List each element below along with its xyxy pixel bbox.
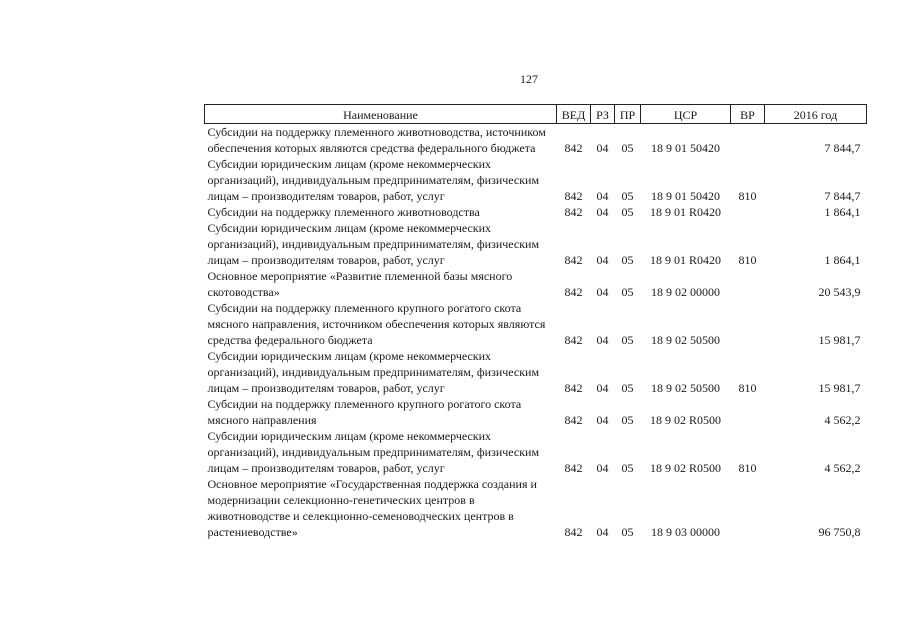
table-row bbox=[205, 428, 867, 476]
cell-pr: 05 bbox=[621, 333, 634, 347]
cell-pr: 05 bbox=[621, 381, 634, 395]
table-row bbox=[205, 204, 867, 220]
header-ved: ВЕД bbox=[557, 105, 591, 124]
cell-rz: 04 bbox=[596, 525, 609, 539]
cell-csr: 18 9 02 R0500 bbox=[649, 461, 721, 475]
header-rz: РЗ bbox=[591, 105, 615, 124]
cell-sum: 4 562,2 bbox=[824, 461, 861, 475]
table-row bbox=[205, 348, 867, 396]
table-body bbox=[205, 124, 867, 541]
cell-name: Субсидии на поддержку племенного крупного рогатого скота мясного направления bbox=[207, 397, 522, 427]
cell-pr: 05 bbox=[621, 205, 634, 219]
cell-ved: 842 bbox=[564, 189, 583, 203]
cell-sum: 15 981,7 bbox=[818, 381, 861, 395]
cell-pr: 05 bbox=[621, 413, 634, 427]
cell-ved: 842 bbox=[564, 205, 583, 219]
cell-csr: 18 9 03 00000 bbox=[651, 525, 720, 539]
cell-vr bbox=[731, 268, 765, 300]
cell-rz: 04 bbox=[596, 461, 609, 475]
header-pr: ПР bbox=[615, 105, 641, 124]
cell-name: Основное мероприятие «Развитие племенной базы мясного скотоводства» bbox=[207, 269, 513, 299]
cell-rz: 04 bbox=[596, 285, 609, 299]
cell-name: Субсидии на поддержку племенного животноводства, источником обеспечения которых являются средства федерального бюджета bbox=[207, 125, 546, 155]
cell-rz: 04 bbox=[596, 253, 609, 267]
table-row bbox=[205, 124, 867, 157]
table-row bbox=[205, 476, 867, 540]
cell-csr: 18 9 01 R0420 bbox=[649, 253, 721, 267]
cell-sum: 7 844,7 bbox=[824, 141, 861, 155]
header-vr: ВР bbox=[731, 105, 765, 124]
budget-table bbox=[204, 104, 867, 540]
header-year: 2016 год bbox=[765, 105, 867, 124]
cell-name: Субсидии юридическим лицам (кроме некоммерческих организаций), индивидуальным предпринимателям, физическим лицам – производителям товаров, работ, услуг bbox=[207, 157, 540, 203]
cell-rz: 04 bbox=[596, 413, 609, 427]
cell-csr: 18 9 02 50500 bbox=[651, 381, 720, 395]
cell-rz: 04 bbox=[596, 381, 609, 395]
table-row bbox=[205, 396, 867, 428]
cell-name: Субсидии юридическим лицам (кроме некоммерческих организаций), индивидуальным предпринимателям, физическим лицам – производителям товаров, работ, услуг bbox=[207, 349, 540, 395]
cell-pr: 05 bbox=[621, 461, 634, 475]
cell-vr bbox=[731, 124, 765, 157]
table-row bbox=[205, 300, 867, 348]
cell-vr: 810 bbox=[738, 461, 757, 475]
cell-pr: 05 bbox=[621, 285, 634, 299]
cell-rz: 04 bbox=[596, 333, 609, 347]
cell-vr bbox=[731, 204, 765, 220]
cell-vr bbox=[731, 300, 765, 348]
cell-ved: 842 bbox=[564, 141, 583, 155]
cell-ved: 842 bbox=[564, 333, 583, 347]
cell-ved: 842 bbox=[564, 285, 583, 299]
cell-sum: 96 750,8 bbox=[818, 525, 861, 539]
cell-ved: 842 bbox=[564, 461, 583, 475]
cell-ved: 842 bbox=[564, 525, 583, 539]
cell-sum: 1 864,1 bbox=[824, 205, 861, 219]
cell-ved: 842 bbox=[564, 381, 583, 395]
cell-csr: 18 9 02 00000 bbox=[651, 285, 720, 299]
table-header-row bbox=[205, 105, 867, 124]
cell-vr: 810 bbox=[738, 381, 757, 395]
cell-rz: 04 bbox=[596, 205, 609, 219]
cell-sum: 4 562,2 bbox=[824, 413, 861, 427]
header-csr: ЦСР bbox=[641, 105, 731, 124]
cell-name: Субсидии юридическим лицам (кроме некоммерческих организаций), индивидуальным предпринимателям, физическим лицам – производителям товаров, работ, услуг bbox=[207, 221, 540, 267]
cell-sum: 15 981,7 bbox=[818, 333, 861, 347]
cell-csr: 18 9 01 R0420 bbox=[649, 205, 721, 219]
cell-csr: 18 9 02 50500 bbox=[651, 333, 720, 347]
cell-sum: 7 844,7 bbox=[824, 189, 861, 203]
cell-name: Субсидии на поддержку племенного крупного рогатого скота мясного направления, источником обеспечения которых являются средства федерального бюджета bbox=[207, 301, 546, 347]
page-number: 127 bbox=[520, 72, 538, 86]
cell-ved: 842 bbox=[564, 253, 583, 267]
cell-rz: 04 bbox=[596, 141, 609, 155]
cell-vr bbox=[731, 396, 765, 428]
table-row bbox=[205, 268, 867, 300]
cell-pr: 05 bbox=[621, 253, 634, 267]
cell-ved: 842 bbox=[564, 413, 583, 427]
cell-pr: 05 bbox=[621, 189, 634, 203]
cell-pr: 05 bbox=[621, 525, 634, 539]
header-name: Наименование bbox=[205, 105, 557, 124]
cell-name: Основное мероприятие «Государственная поддержка создания и модернизации селекционно-генетических центров в животноводстве и селекционно-семеноводческих центров в растениеводстве» bbox=[207, 477, 537, 539]
cell-csr: 18 9 02 R0500 bbox=[649, 413, 721, 427]
cell-sum: 1 864,1 bbox=[824, 253, 861, 267]
cell-vr: 810 bbox=[738, 253, 757, 267]
table-row bbox=[205, 220, 867, 268]
cell-csr: 18 9 01 50420 bbox=[651, 189, 720, 203]
cell-rz: 04 bbox=[596, 189, 609, 203]
cell-name: Субсидии на поддержку племенного животноводства bbox=[207, 205, 480, 219]
cell-csr: 18 9 01 50420 bbox=[651, 141, 720, 155]
cell-pr: 05 bbox=[621, 141, 634, 155]
table-row bbox=[205, 156, 867, 204]
cell-name: Субсидии юридическим лицам (кроме некоммерческих организаций), индивидуальным предпринимателям, физическим лицам – производителям товаров, работ, услуг bbox=[207, 429, 540, 475]
cell-vr: 810 bbox=[738, 189, 757, 203]
cell-vr bbox=[731, 476, 765, 540]
cell-sum: 20 543,9 bbox=[818, 285, 861, 299]
